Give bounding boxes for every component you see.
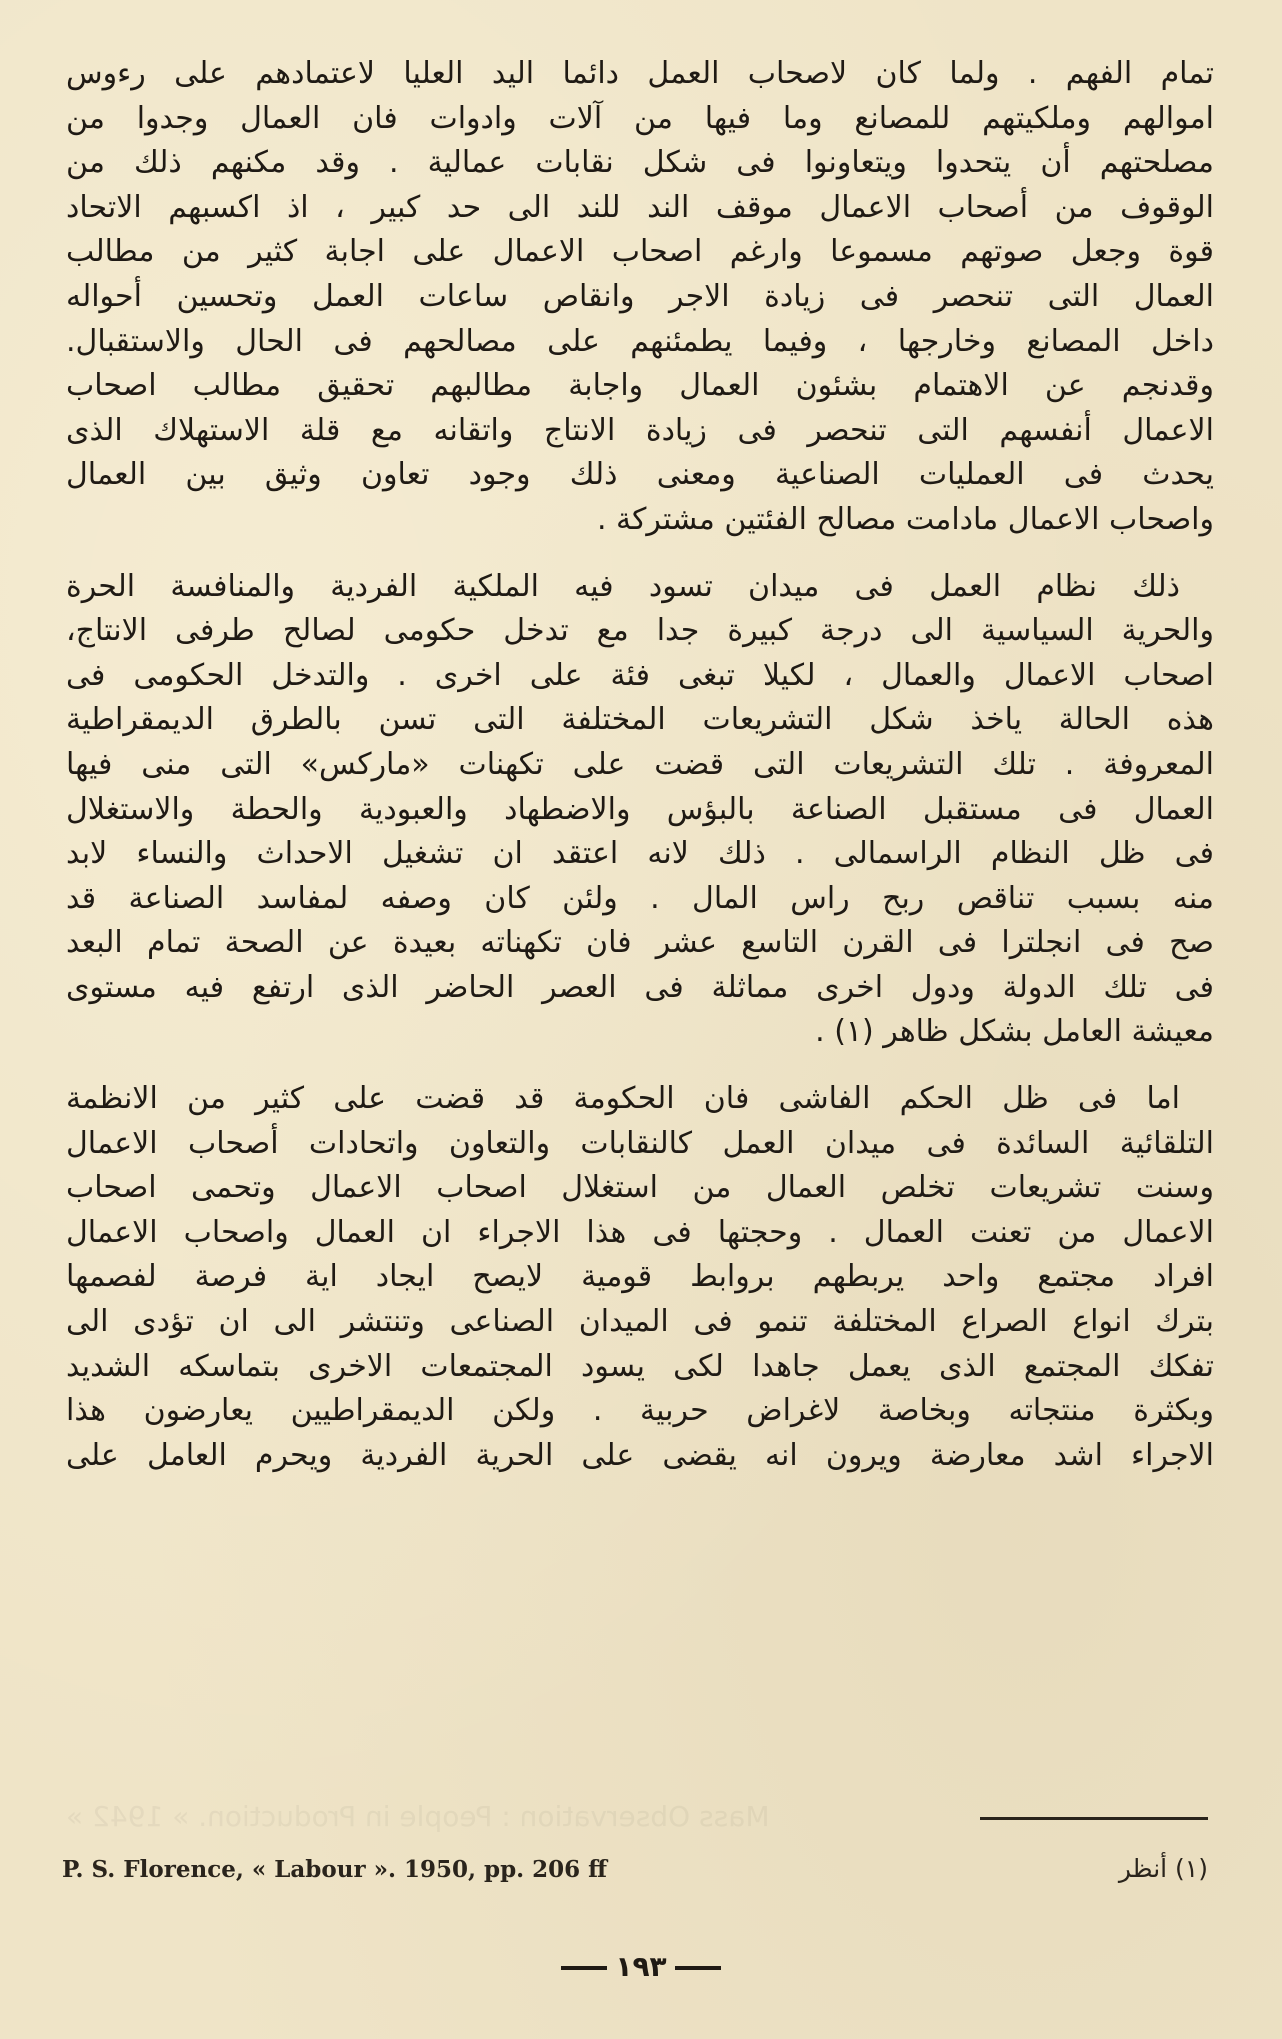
text-line: اموالهم وملكيتهم للمصانع وما فيها من آلات وادوات فان العمال وجدوا من xyxy=(66,100,1214,136)
text-line: تفكك المجتمع الذى يعمل جاهدا لكى يسود المجتمعات الاخرى بتماسكه الشديد xyxy=(66,1348,1214,1384)
paragraph-2 xyxy=(66,565,1214,1056)
text-line: والحرية السياسية الى درجة كبيرة جدا مع تدخل حكومى لصالح طرفى الانتاج، xyxy=(66,613,1214,649)
text-line: داخل المصانع وخارجها ، وفيما يطمئنهم على مصالحهم فى الحال والاستقبال. xyxy=(66,323,1214,359)
dash-decoration xyxy=(675,1966,721,1970)
text-line: وبكثرة منتجاته وبخاصة لاغراض حربية . ولكن الديمقراطيين يعارضون هذا xyxy=(66,1393,1214,1429)
text-line: العمال فى مستقبل الصناعة بالبؤس والاضطهاد والعبودية والحطة والاستغلال xyxy=(66,791,1214,827)
text-line: المعروفة . تلك التشريعات التى قضت على تكهنات «ماركس» التى منى فيها xyxy=(66,746,1214,782)
text-line: اصحاب الاعمال والعمال ، لكيلا تبغى فئة على اخرى . والتدخل الحكومى فى xyxy=(66,657,1214,693)
text-line: معيشة العامل بشكل ظاهر (١) . xyxy=(815,1014,1214,1050)
text-line: مصلحتهم أن يتحدوا ويتعاونوا فى شكل نقابات عمالية . وقد مكنهم ذلك من xyxy=(66,145,1214,181)
text-line: اما فى ظل الحكم الفاشى فان الحكومة قد قضت على كثير من الانظمة xyxy=(66,1081,1180,1117)
text-line: ذلك نظام العمل فى ميدان تسود فيه الملكية الفردية والمنافسة الحرة xyxy=(66,568,1180,604)
text-line: وسنت تشريعات تخلص العمال من استغلال اصحاب الاعمال وتحمى اصحاب xyxy=(66,1170,1214,1206)
text-line: تمام الفهم . ولما كان لاصحاب العمل دائما اليد العليا لاعتمادهم على رءوس xyxy=(66,56,1214,91)
text-line: يحدث فى العمليات الصناعية ومعنى ذلك وجود تعاون وثيق بين العمال xyxy=(66,457,1214,493)
footnote-divider xyxy=(980,1817,1208,1820)
text-line: صح فى انجلترا فى القرن التاسع عشر فان تكهناته بعيدة عن الصحة تمام البعد xyxy=(66,925,1214,961)
text-line: هذه الحالة ياخذ شكل التشريعات المختلفة التى تسن بالطرق الديمقراطية xyxy=(66,702,1214,738)
text-line: الاجراء اشد معارضة ويرون انه يقضى على الحرية الفردية ويحرم العامل على xyxy=(66,1437,1214,1473)
text-line: بترك انواع الصراع المختلفة تنمو فى الميدان الصناعى وتنتشر الى ان تؤدى الى xyxy=(66,1304,1214,1340)
text-line: الاعمال أنفسهم التى تنحصر فى زيادة الانتاج واتقانه مع قلة الاستهلاك الذى xyxy=(66,412,1214,448)
text-line: فى ظل النظام الراسمالى . ذلك لانه اعتقد ان تشغيل الاحداث والنساء لابد xyxy=(66,836,1214,872)
text-line: قوة وجعل صوتهم مسموعا وارغم اصحاب الاعمال على اجابة كثير من مطالب xyxy=(66,234,1214,270)
text-line: فى تلك الدولة ودول اخرى مماثلة فى العصر الحاضر الذى ارتفع فيه مستوى xyxy=(66,969,1214,1005)
paragraph-3 xyxy=(66,1077,1214,1478)
text-line: واصحاب الاعمال مادامت مصالح الفئتين مشتركة . xyxy=(596,501,1214,537)
text-line: منه بسبب تناقص ربح راس المال . ولئن كان وصفه لمفاسد الصناعة قد xyxy=(66,880,1214,916)
paragraph-gap xyxy=(66,1055,1214,1077)
footnote-marker: (١) أنظر xyxy=(1118,1854,1208,1883)
paragraph-1 xyxy=(66,52,1214,543)
text-line: التلقائية السائدة فى ميدان العمل كالنقابات والتعاون واتحادات أصحاب الاعمال xyxy=(66,1125,1214,1161)
text-line: العمال التى تنحصر فى زيادة الاجر وانقاص ساعات العمل وتحسين أحواله xyxy=(66,278,1214,314)
paragraph-gap xyxy=(66,543,1214,565)
text-line: وقدنجم عن الاهتمام بشئون العمال واجابة مطالبهم تحقيق مطالب اصحاب xyxy=(66,368,1214,404)
footnote xyxy=(62,1856,1208,1892)
dash-decoration xyxy=(561,1966,607,1970)
footnote-citation: P. S. Florence, « Labour ». 1950, pp. 206 ff xyxy=(62,1856,608,1883)
text-line: الاعمال من تعنت العمال . وحجتها فى هذا الاجراء ان العمال واصحاب الاعمال xyxy=(66,1214,1214,1250)
body-text xyxy=(66,52,1214,1478)
text-line: افراد مجتمع واحد يربطهم بروابط قومية لايصح ايجاد اية فرصة لفصمها xyxy=(66,1259,1214,1295)
bleed-through-text: « Mass Observation : People in Production. » 1942 xyxy=(66,1800,770,1833)
page-number xyxy=(541,1950,741,1983)
text-line: الوقوف من أصحاب الاعمال موقف الند للند الى حد كبير ، اذ اكسبهم الاتحاد xyxy=(66,189,1214,225)
page-number-value: ١٩٣ xyxy=(615,1950,667,1983)
